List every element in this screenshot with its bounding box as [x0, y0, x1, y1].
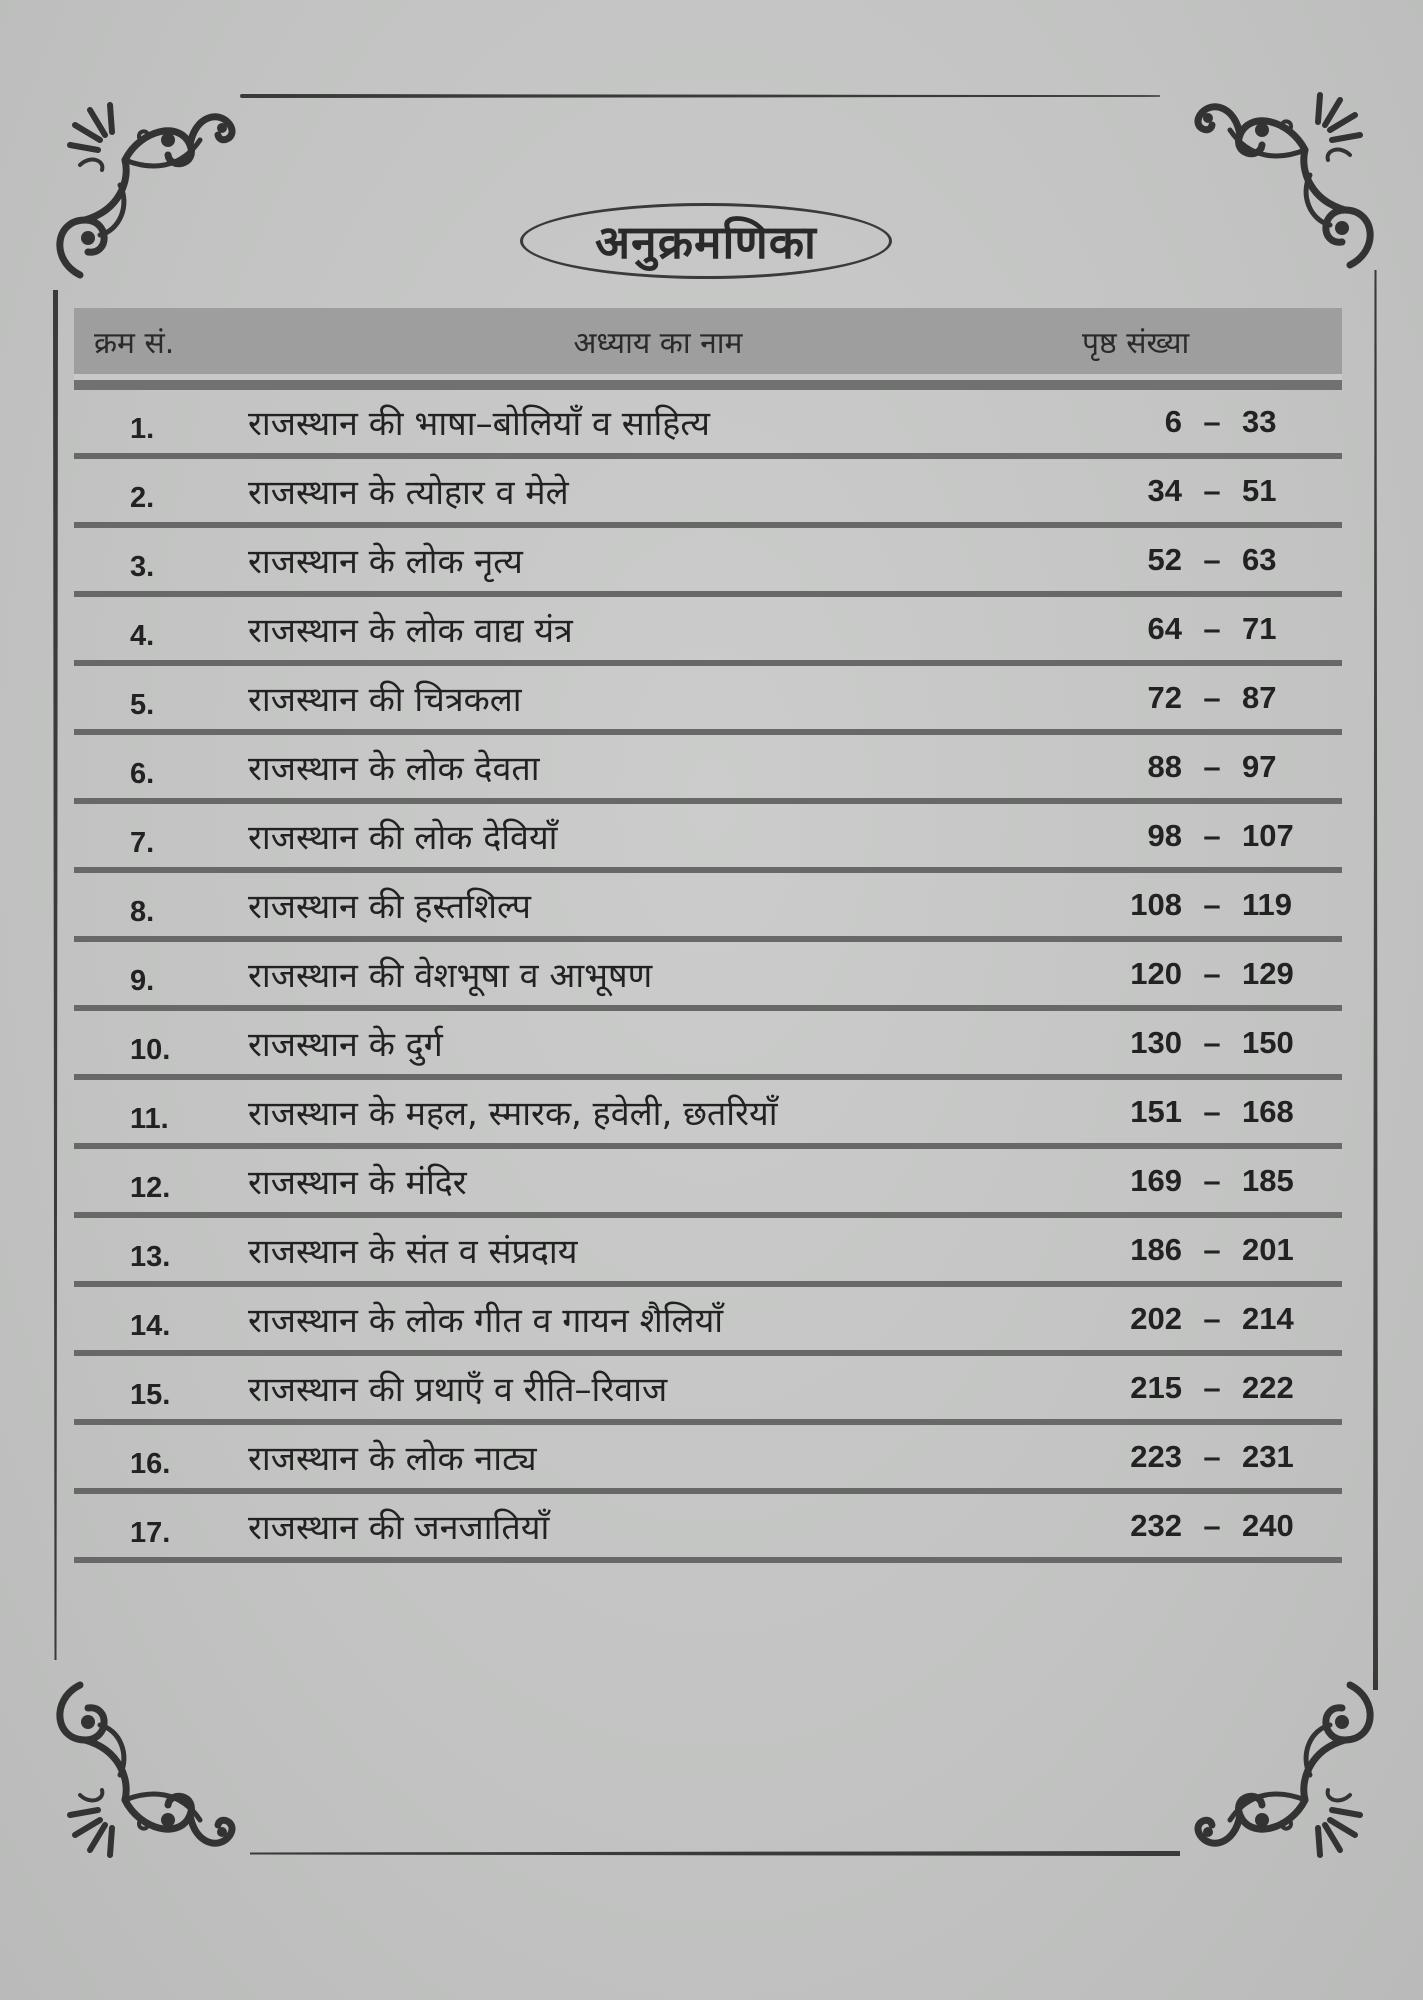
page-to: 201: [1242, 1231, 1294, 1267]
page-from: 151: [1130, 1093, 1182, 1129]
page-to: 87: [1242, 679, 1277, 715]
toc-row[interactable]: [74, 1149, 1342, 1218]
chapter-number: 7.: [130, 827, 155, 859]
frame-bottom-rule: [250, 1851, 1180, 1856]
chapter-number: 12.: [130, 1172, 171, 1204]
chapter-title: राजस्थान के लोक गीत व गायन शैलियाँ: [248, 1300, 724, 1341]
page-to: 240: [1242, 1507, 1294, 1543]
toc-row[interactable]: [74, 666, 1342, 735]
toc-row[interactable]: [74, 1218, 1342, 1287]
page-range: [1122, 680, 1342, 716]
chapter-title: राजस्थान की वेशभूषा व आभूषण: [248, 955, 653, 996]
chapter-title: राजस्थान की प्रथाएँ व रीति–रिवाज: [248, 1369, 668, 1410]
chapter-title: राजस्थान की जनजातियाँ: [248, 1507, 550, 1548]
toc-rows: [74, 390, 1342, 1563]
range-dash: –: [1203, 886, 1221, 922]
page-from: 223: [1130, 1438, 1182, 1474]
chapter-number: 9.: [130, 965, 155, 997]
page-range: [1122, 1232, 1342, 1268]
page-range: [1122, 749, 1342, 785]
chapter-number: 10.: [130, 1034, 171, 1066]
page-from: 215: [1130, 1369, 1182, 1405]
page-from: 169: [1130, 1162, 1182, 1198]
chapter-title: राजस्थान की चित्रकला: [248, 679, 522, 720]
header-divider-bar: [74, 380, 1342, 390]
range-dash: –: [1203, 472, 1221, 508]
page-to: 63: [1242, 541, 1277, 577]
page-range: [1122, 956, 1342, 992]
toc-header: [74, 308, 1342, 374]
page-range: [1122, 1508, 1342, 1544]
range-dash: –: [1203, 1024, 1221, 1060]
chapter-number: 5.: [130, 689, 155, 721]
chapter-number: 8.: [130, 896, 155, 928]
frame-right-rule: [1373, 270, 1378, 1690]
page-range: [1122, 818, 1342, 854]
range-dash: –: [1203, 1093, 1221, 1129]
page-from: 186: [1130, 1231, 1182, 1267]
range-dash: –: [1203, 679, 1221, 715]
page-range: [1122, 611, 1342, 647]
chapter-number: 2.: [130, 482, 155, 514]
header-chapter: अध्याय का नाम: [573, 325, 743, 361]
page-range: [1122, 887, 1342, 923]
page-range: [1122, 1094, 1342, 1130]
chapter-title: राजस्थान के मंदिर: [248, 1162, 467, 1203]
page-range: [1122, 542, 1342, 578]
chapter-title: राजस्थान के लोक वाद्य यंत्र: [248, 610, 573, 651]
chapter-title: राजस्थान के लोक नाट्य: [248, 1438, 537, 1479]
page-from: 98: [1147, 817, 1182, 853]
page-from: 202: [1130, 1300, 1182, 1336]
range-dash: –: [1203, 1507, 1221, 1543]
chapter-number: 14.: [130, 1310, 171, 1342]
page-from: 52: [1147, 541, 1182, 577]
chapter-number: 15.: [130, 1379, 171, 1411]
range-dash: –: [1203, 1438, 1221, 1474]
page-to: 185: [1242, 1162, 1294, 1198]
header-serial: क्रम सं.: [94, 325, 175, 361]
header-pages: पृष्ठ संख्या: [1082, 325, 1190, 361]
chapter-number: 3.: [130, 551, 155, 583]
chapter-number: 13.: [130, 1241, 171, 1273]
page-to: 214: [1242, 1300, 1294, 1336]
page-from: 108: [1130, 886, 1182, 922]
page-title: अनुक्रमणिका: [595, 215, 817, 269]
page-title-oval: [520, 203, 892, 279]
chapter-title: राजस्थान के लोक नृत्य: [248, 541, 523, 582]
toc-row[interactable]: [74, 1356, 1342, 1425]
ornament-corner-icon: [1160, 60, 1390, 290]
toc-row[interactable]: [74, 804, 1342, 873]
page-from: 130: [1130, 1024, 1182, 1060]
chapter-title: राजस्थान के लोक देवता: [248, 748, 540, 789]
page-from: 6: [1164, 403, 1182, 439]
toc-row[interactable]: [74, 1287, 1342, 1356]
toc-row[interactable]: [74, 873, 1342, 942]
page-from: 72: [1147, 679, 1182, 715]
page-to: 119: [1242, 886, 1293, 922]
chapter-number: 17.: [130, 1517, 171, 1549]
page-range: [1122, 1025, 1342, 1061]
page-to: 129: [1242, 955, 1294, 991]
range-dash: –: [1203, 1369, 1221, 1405]
page-to: 231: [1242, 1438, 1294, 1474]
chapter-title: राजस्थान के संत व संप्रदाय: [248, 1231, 578, 1272]
range-dash: –: [1203, 1231, 1221, 1267]
range-dash: –: [1203, 610, 1221, 646]
page-from: 64: [1147, 610, 1182, 646]
page-to: 33: [1242, 403, 1277, 439]
chapter-number: 1.: [130, 413, 155, 445]
page-to: 51: [1242, 472, 1277, 508]
chapter-number: 4.: [130, 620, 155, 652]
page-to: 222: [1242, 1369, 1294, 1405]
page-to: 168: [1242, 1093, 1294, 1129]
toc-row[interactable]: [74, 1425, 1342, 1494]
page-range: [1122, 404, 1342, 440]
table-of-contents: [74, 308, 1342, 1563]
page-range: [1122, 1163, 1342, 1199]
toc-row[interactable]: [74, 735, 1342, 804]
page-from: 232: [1130, 1507, 1182, 1543]
chapter-title: राजस्थान के महल, स्मारक, हवेली, छतरियाँ: [248, 1093, 778, 1134]
frame-top-rule: [240, 94, 1160, 98]
ornament-corner-icon: [40, 70, 270, 300]
chapter-title: राजस्थान के त्योहार व मेले: [248, 472, 569, 513]
chapter-number: 6.: [130, 758, 155, 790]
page-to: 97: [1242, 748, 1277, 784]
toc-row[interactable]: [74, 942, 1342, 1011]
chapter-title: राजस्थान की लोक देवियाँ: [248, 817, 558, 858]
toc-row[interactable]: [74, 597, 1342, 666]
toc-row[interactable]: [74, 1080, 1342, 1149]
page-range: [1122, 1301, 1342, 1337]
range-dash: –: [1203, 1162, 1221, 1198]
chapter-number: 11.: [130, 1103, 169, 1135]
page-to: 150: [1242, 1024, 1294, 1060]
page-from: 120: [1130, 955, 1182, 991]
range-dash: –: [1203, 403, 1221, 439]
frame-left-rule: [53, 290, 58, 1660]
page-range: [1122, 1370, 1342, 1406]
ornament-corner-icon: [40, 1660, 270, 1890]
chapter-title: राजस्थान की हस्तशिल्प: [248, 886, 531, 927]
ornament-corner-icon: [1160, 1660, 1390, 1890]
range-dash: –: [1203, 817, 1221, 853]
page-from: 34: [1147, 472, 1182, 508]
range-dash: –: [1203, 541, 1221, 577]
chapter-title: राजस्थान की भाषा–बोलियाँ व साहित्य: [248, 403, 710, 444]
range-dash: –: [1203, 955, 1221, 991]
chapter-number: 16.: [130, 1448, 171, 1480]
toc-row[interactable]: [74, 1011, 1342, 1080]
page-range: [1122, 1439, 1342, 1475]
page-to: 107: [1242, 817, 1294, 853]
chapter-title: राजस्थान के दुर्ग: [248, 1024, 443, 1065]
page-to: 71: [1242, 610, 1277, 646]
toc-row[interactable]: [74, 390, 1342, 459]
range-dash: –: [1203, 1300, 1221, 1336]
toc-row[interactable]: [74, 528, 1342, 597]
toc-row[interactable]: [74, 1494, 1342, 1563]
range-dash: –: [1203, 748, 1221, 784]
toc-row[interactable]: [74, 459, 1342, 528]
page-from: 88: [1147, 748, 1182, 784]
page-range: [1122, 473, 1342, 509]
